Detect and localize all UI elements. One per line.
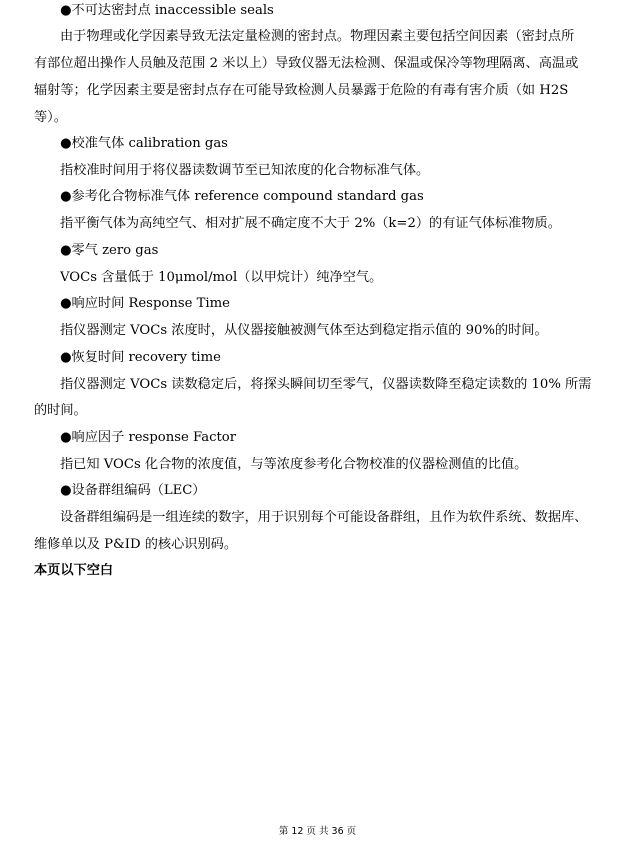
definition-line: 由于物理或化学因素导致无法定量检测的密封点。物理因素主要包括空间因素（密封点所 — [60, 29, 575, 44]
page-footer: 第 12 页 共 36 页 — [278, 826, 357, 837]
definition-line: 指仪器测定 VOCs 读数稳定后，将探头瞬间切至零气，仪器读数降至稳定读数的 10% 所需 — [60, 377, 592, 392]
definition-line: 辐射等；化学因素主要是密封点存在可能导致检测人员暴露于危险的有毒有害介质（如 H2S — [34, 83, 569, 98]
definition-line: 维修单以及 P&ID 的核心识别码。 — [34, 537, 238, 552]
term-recovery-time: ●恢复时间 recovery time — [60, 350, 221, 365]
definition-line: 设备群组编码是一组连续的数字，用于识别每个可能设备群组，且作为软件系统、数据库、 — [60, 510, 588, 525]
definition-line: 有部位超出操作人员触及范围 2 米以上）导致仪器无法检测、保温或保冷等物理隔离、高温或 — [34, 56, 579, 71]
term-response-time: ●响应时间 Response Time — [60, 296, 230, 311]
definition-line: 的时间。 — [34, 403, 87, 418]
definition-line: VOCs 含量低于 10μmol/mol（以甲烷计）纯净空气。 — [60, 270, 383, 285]
term-lec: ●设备群组编码（LEC） — [60, 483, 206, 498]
term-zero-gas: ●零气 zero gas — [60, 243, 159, 258]
definition-line: 指校准时间用于将仪器读数调节至已知浓度的化合物标准气体。 — [60, 163, 430, 178]
term-reference-compound-standard-gas: ●参考化合物标准气体 reference compound standard gas — [60, 189, 424, 204]
definition-line: 指平衡气体为高纯空气、相对扩展不确定度不大于 2%（k=2）的有证气体标准物质。 — [60, 216, 561, 231]
term-inaccessible-seals: ●不可达密封点 inaccessible seals — [60, 3, 274, 18]
definition-line: 指已知 VOCs 化合物的浓度值，与等浓度参考化合物校准的仪器检测值的比值。 — [60, 457, 528, 472]
term-calibration-gas: ●校准气体 calibration gas — [60, 136, 228, 151]
definition-line: 指仪器测定 VOCs 浓度时，从仪器接触被测气体至达到稳定指示值的 90%的时间。 — [60, 323, 548, 338]
definition-line: 等）。 — [34, 110, 67, 125]
term-response-factor: ●响应因子 response Factor — [60, 430, 237, 445]
closing-note: 本页以下空白 — [34, 563, 114, 578]
